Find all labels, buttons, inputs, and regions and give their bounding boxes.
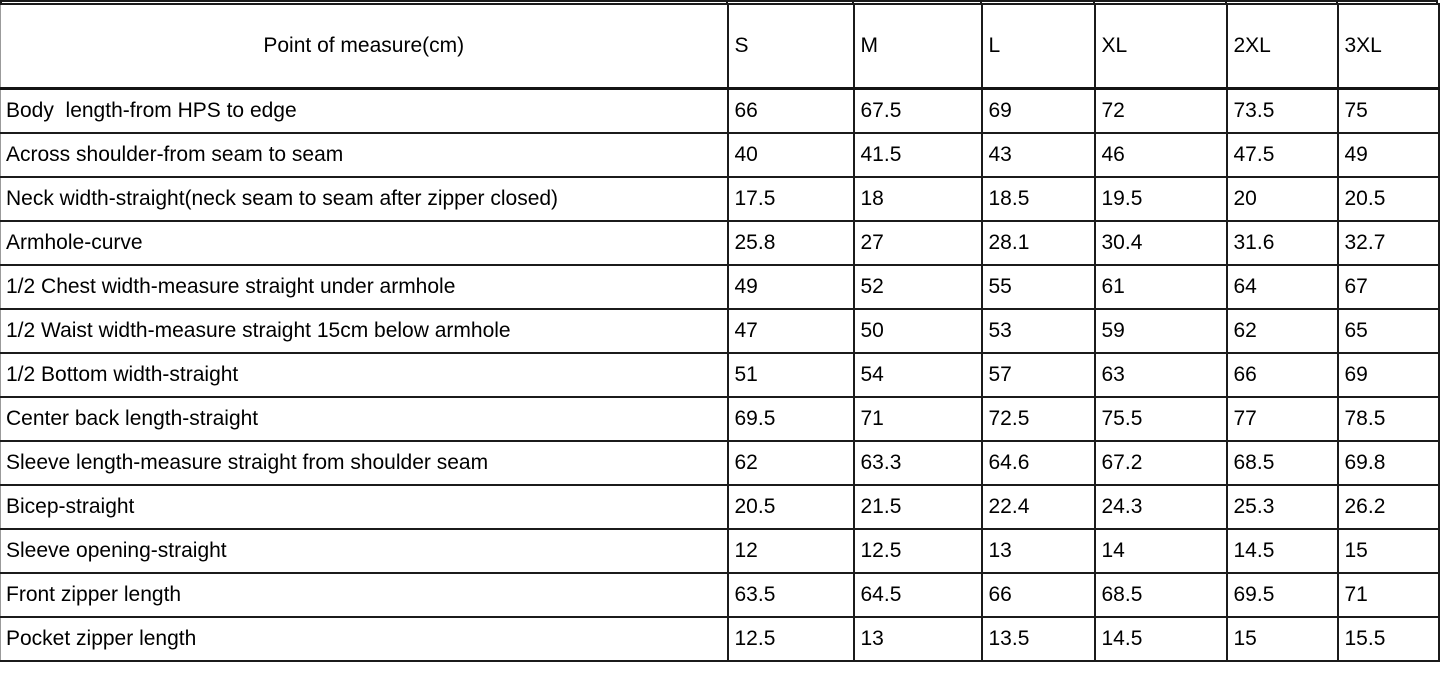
value-cell: 15 (1338, 529, 1439, 573)
value-cell: 14.5 (1227, 529, 1338, 573)
row-label-cell: 1/2 Bottom width-straight (1, 353, 728, 397)
value-cell: 64.6 (982, 441, 1095, 485)
header-cell-size-2xl: 2XL (1227, 4, 1338, 89)
value-cell: 59 (1095, 309, 1227, 353)
value-cell: 32.7 (1338, 221, 1439, 265)
value-cell: 49 (728, 265, 854, 309)
value-cell: 25.8 (728, 221, 854, 265)
value-cell: 69 (1338, 353, 1439, 397)
header-cell-size-s: S (728, 4, 854, 89)
header-cell-point-of-measure: Point of measure(cm) (1, 4, 728, 89)
row-label-cell: 1/2 Chest width-measure straight under armhole (1, 265, 728, 309)
value-cell: 17.5 (728, 177, 854, 221)
value-cell: 27 (854, 221, 982, 265)
value-cell: 55 (982, 265, 1095, 309)
value-cell: 52 (854, 265, 982, 309)
value-cell: 12 (728, 529, 854, 573)
value-cell: 40 (728, 133, 854, 177)
table-row (1, 265, 1439, 309)
row-label-cell: Sleeve opening-straight (1, 529, 728, 573)
row-label-cell: Neck width-straight(neck seam to seam after zipper closed) (1, 177, 728, 221)
value-cell: 68.5 (1227, 441, 1338, 485)
header-cell-size-xl: XL (1095, 4, 1227, 89)
value-cell: 75 (1338, 89, 1439, 134)
row-label-cell: 1/2 Waist width-measure straight 15cm below armhole (1, 309, 728, 353)
value-cell: 69.5 (728, 397, 854, 441)
table-row (1, 397, 1439, 441)
value-cell: 22.4 (982, 485, 1095, 529)
header-row (1, 4, 1439, 89)
value-cell: 71 (1338, 573, 1439, 617)
table-row (1, 441, 1439, 485)
value-cell: 64 (1227, 265, 1338, 309)
table-row (1, 617, 1439, 661)
value-cell: 54 (854, 353, 982, 397)
value-cell: 20.5 (728, 485, 854, 529)
value-cell: 51 (728, 353, 854, 397)
table-row (1, 221, 1439, 265)
value-cell: 69.8 (1338, 441, 1439, 485)
row-label-cell: Front zipper length (1, 573, 728, 617)
header-cell-size-m: M (854, 4, 982, 89)
value-cell: 26.2 (1338, 485, 1439, 529)
value-cell: 62 (728, 441, 854, 485)
row-label-cell: Sleeve length-measure straight from shoulder seam (1, 441, 728, 485)
value-cell: 66 (982, 573, 1095, 617)
table-row (1, 177, 1439, 221)
size-chart-table (0, 3, 1440, 662)
value-cell: 47.5 (1227, 133, 1338, 177)
value-cell: 62 (1227, 309, 1338, 353)
value-cell: 20.5 (1338, 177, 1439, 221)
value-cell: 63.5 (728, 573, 854, 617)
value-cell: 53 (982, 309, 1095, 353)
value-cell: 57 (982, 353, 1095, 397)
row-label-cell: Armhole-curve (1, 221, 728, 265)
row-label-cell: Across shoulder-from seam to seam (1, 133, 728, 177)
value-cell: 25.3 (1227, 485, 1338, 529)
value-cell: 24.3 (1095, 485, 1227, 529)
table-row (1, 133, 1439, 177)
value-cell: 14 (1095, 529, 1227, 573)
value-cell: 20 (1227, 177, 1338, 221)
table-row (1, 485, 1439, 529)
row-label-cell: Body length-from HPS to edge (1, 89, 728, 134)
value-cell: 28.1 (982, 221, 1095, 265)
header-cell-size-l: L (982, 4, 1095, 89)
row-label-cell: Center back length-straight (1, 397, 728, 441)
value-cell: 63.3 (854, 441, 982, 485)
table-row (1, 353, 1439, 397)
value-cell: 15.5 (1338, 617, 1439, 661)
value-cell: 66 (1227, 353, 1338, 397)
value-cell: 72.5 (982, 397, 1095, 441)
value-cell: 18 (854, 177, 982, 221)
value-cell: 31.6 (1227, 221, 1338, 265)
value-cell: 50 (854, 309, 982, 353)
value-cell: 30.4 (1095, 221, 1227, 265)
value-cell: 13.5 (982, 617, 1095, 661)
value-cell: 61 (1095, 265, 1227, 309)
value-cell: 78.5 (1338, 397, 1439, 441)
value-cell: 67.5 (854, 89, 982, 134)
value-cell: 68.5 (1095, 573, 1227, 617)
table-row (1, 529, 1439, 573)
value-cell: 75.5 (1095, 397, 1227, 441)
value-cell: 69 (982, 89, 1095, 134)
value-cell: 63 (1095, 353, 1227, 397)
value-cell: 14.5 (1095, 617, 1227, 661)
value-cell: 49 (1338, 133, 1439, 177)
header-cell-size-3xl: 3XL (1338, 4, 1439, 89)
row-label-cell: Pocket zipper length (1, 617, 728, 661)
value-cell: 41.5 (854, 133, 982, 177)
value-cell: 67 (1338, 265, 1439, 309)
value-cell: 47 (728, 309, 854, 353)
value-cell: 65 (1338, 309, 1439, 353)
value-cell: 77 (1227, 397, 1338, 441)
value-cell: 73.5 (1227, 89, 1338, 134)
table-row (1, 89, 1439, 134)
value-cell: 71 (854, 397, 982, 441)
value-cell: 67.2 (1095, 441, 1227, 485)
row-label-cell: Bicep-straight (1, 485, 728, 529)
value-cell: 15 (1227, 617, 1338, 661)
value-cell: 13 (854, 617, 982, 661)
value-cell: 12.5 (854, 529, 982, 573)
table-row (1, 573, 1439, 617)
value-cell: 18.5 (982, 177, 1095, 221)
value-cell: 19.5 (1095, 177, 1227, 221)
value-cell: 64.5 (854, 573, 982, 617)
value-cell: 12.5 (728, 617, 854, 661)
value-cell: 43 (982, 133, 1095, 177)
value-cell: 72 (1095, 89, 1227, 134)
value-cell: 46 (1095, 133, 1227, 177)
value-cell: 69.5 (1227, 573, 1338, 617)
value-cell: 21.5 (854, 485, 982, 529)
cropped-row-border-line (0, 0, 1438, 2)
value-cell: 13 (982, 529, 1095, 573)
table-row (1, 309, 1439, 353)
value-cell: 66 (728, 89, 854, 134)
